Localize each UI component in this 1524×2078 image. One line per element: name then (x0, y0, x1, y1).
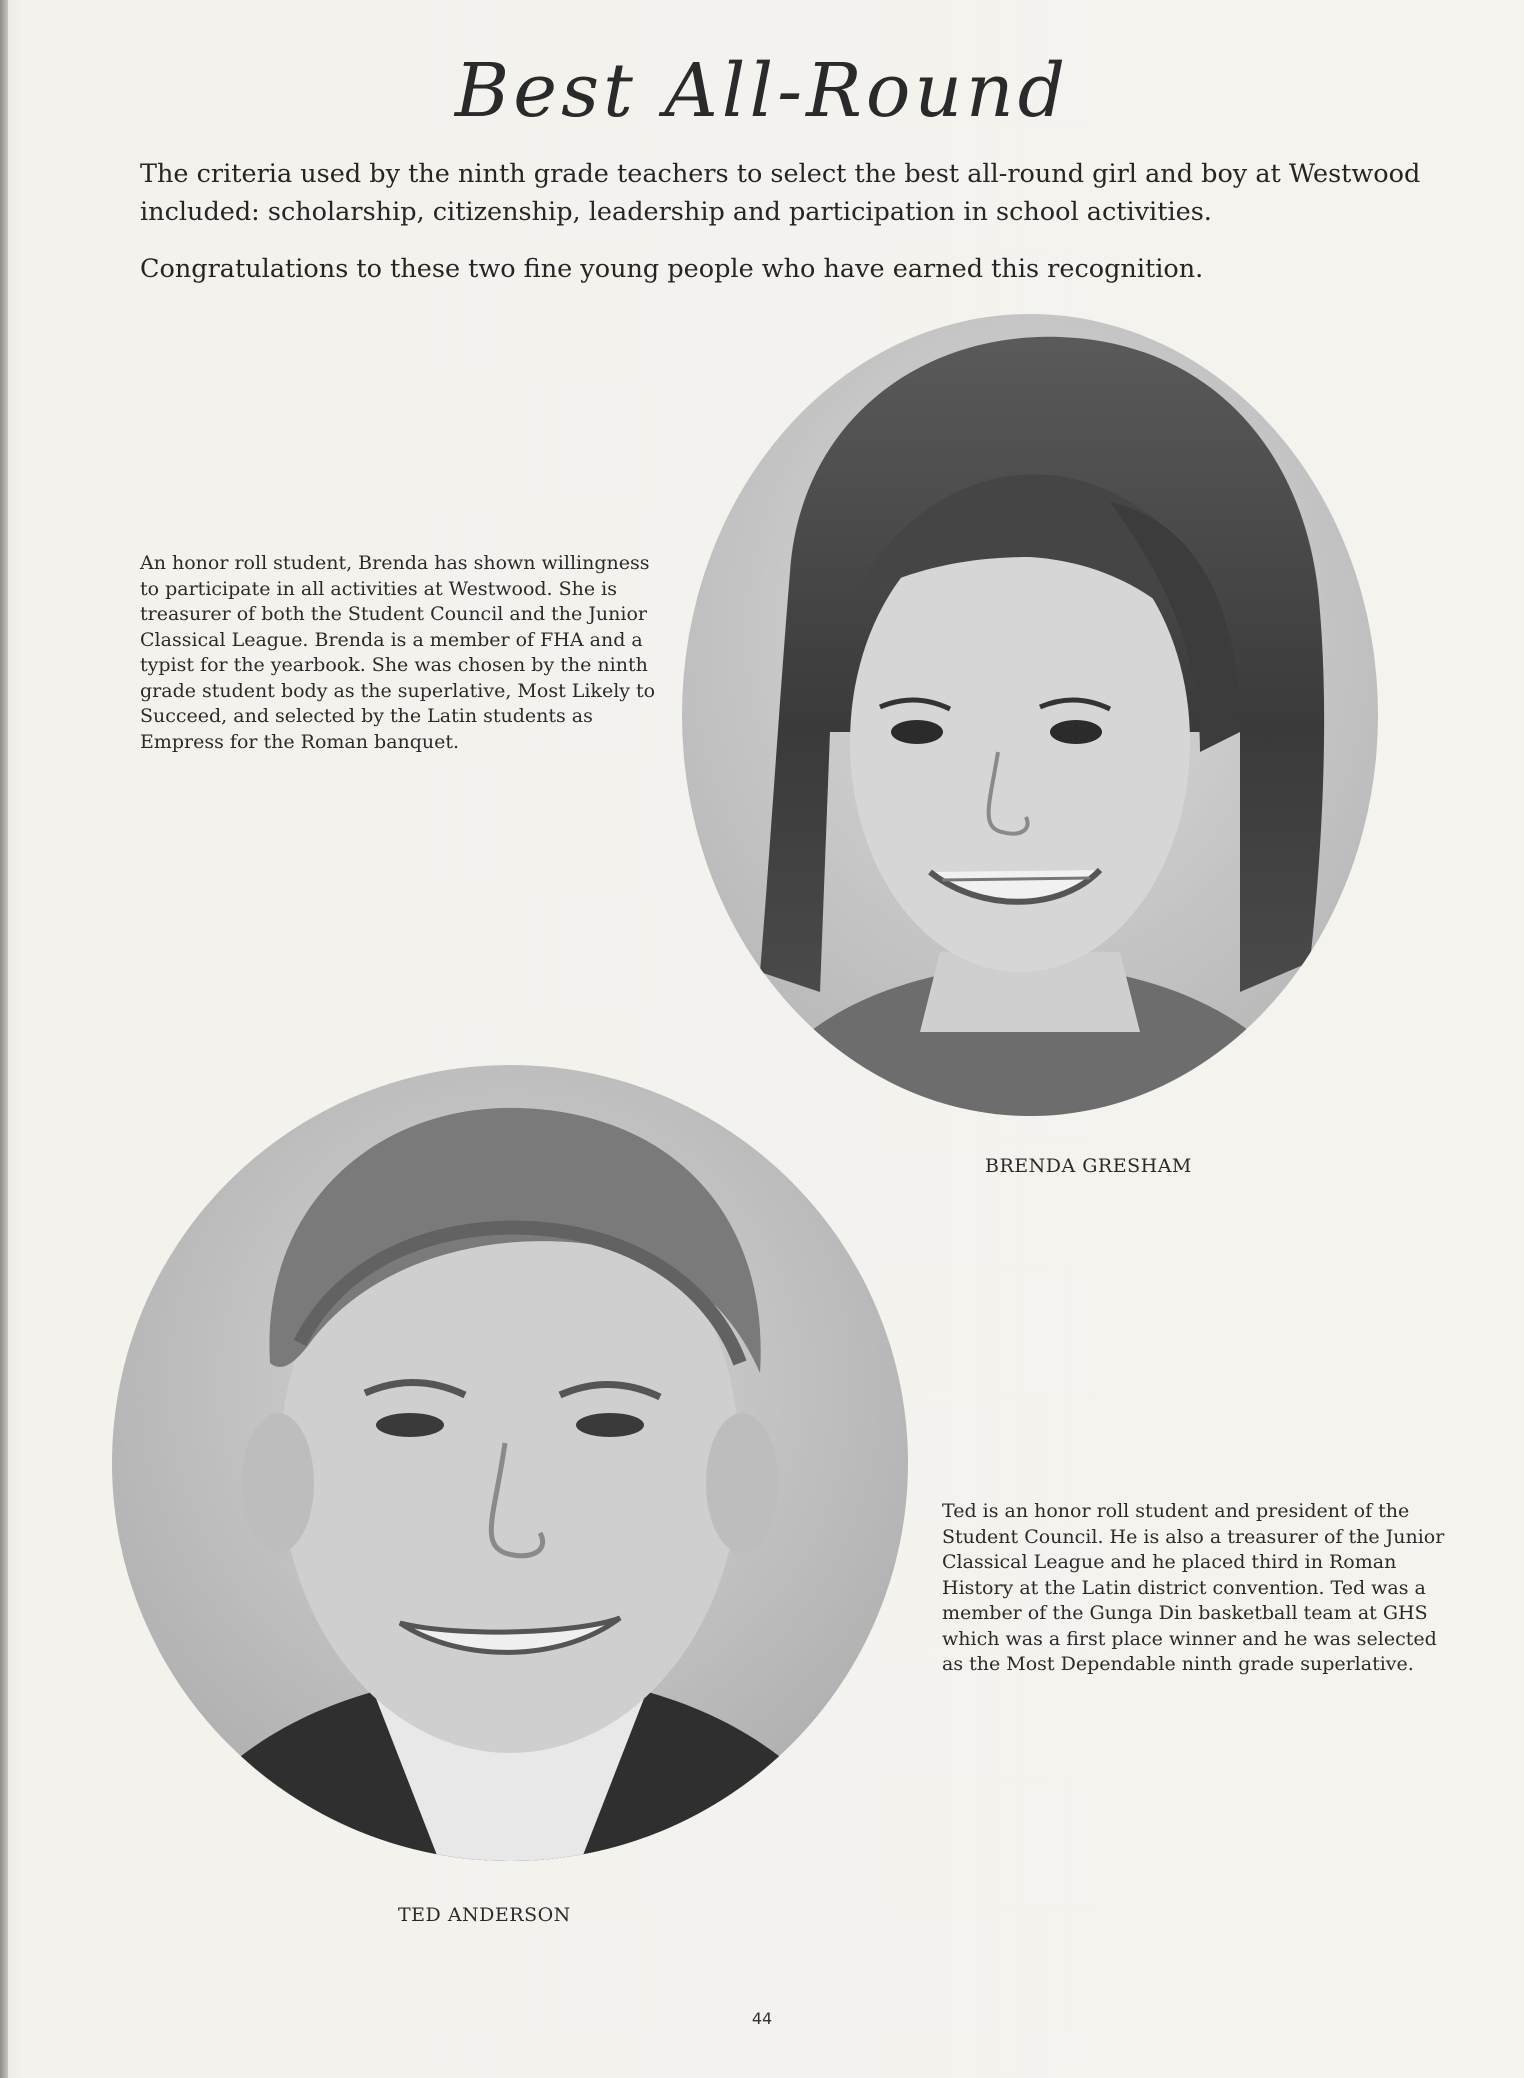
page-binding-edge (0, 0, 8, 2078)
brenda-bio: An honor roll student, Brenda has shown willingness to participate in all activities at Westwood. She is treasurer of both the Student Council and the Junior Classical League. Brenda is a member of FHA and a typist for the yearbook. She was chosen by the ninth grade student body as the superlative, Most Likely to Succeed, and selected by the Latin students as Empress for the Roman banquet. (140, 552, 656, 753)
ted-portrait (110, 1063, 910, 1863)
brenda-portrait (680, 312, 1380, 1118)
ted-name-caption: TED ANDERSON (398, 1904, 571, 1926)
brenda-name-caption: BRENDA GRESHAM (985, 1155, 1192, 1177)
congratulations-paragraph: Congratulations to these two fine young people who have earned this recognition. (140, 254, 1204, 284)
intro-paragraph: The criteria used by the ninth grade teachers to select the best all-round girl and boy at Westwood included: scholarship, citizenship, leadership and participation in school activities. (140, 159, 1421, 227)
page-title: Best All-Round (454, 48, 1070, 134)
page-number: 44 (751, 2009, 773, 2028)
ted-bio: Ted is an honor roll student and president of the Student Council. He is also a treasurer of the Junior Classical League and he placed third in Roman History at the Latin district convention. Ted was a member of the Gunga Din basketball team at GHS which was a first place winner and he was selected as the Most Dependable ninth grade superlative. (942, 1500, 1445, 1675)
